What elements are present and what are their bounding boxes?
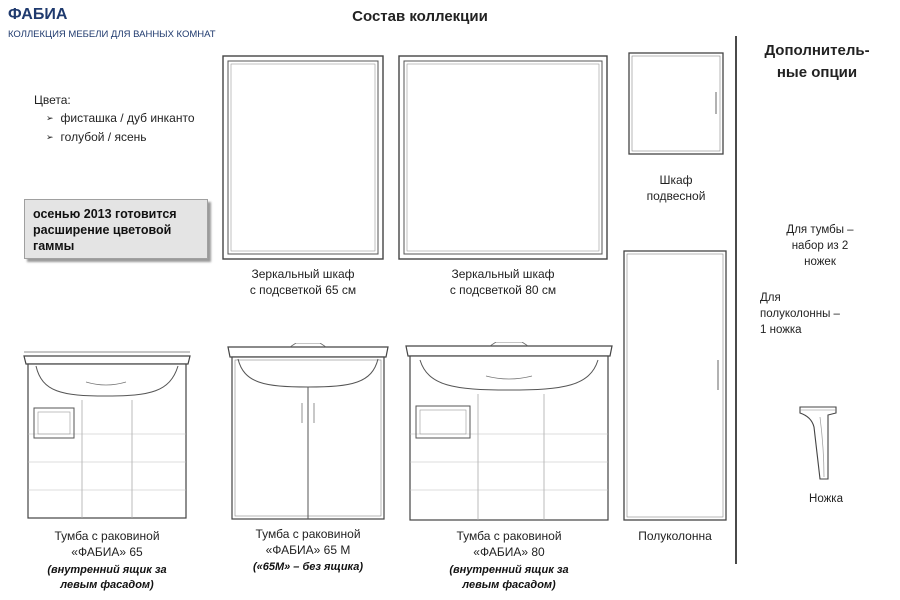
caption-line: «ФАБИА» 65 bbox=[71, 545, 143, 559]
colors-label: Цвета: bbox=[34, 93, 71, 107]
note-line: левым фасадом) bbox=[462, 579, 556, 591]
vanity-80-note bbox=[404, 563, 614, 593]
leg-caption: Ножка bbox=[809, 493, 843, 505]
note-line: (внутренний ящик за bbox=[449, 564, 569, 576]
caption-line: «ФАБИА» 65 М bbox=[265, 543, 351, 557]
color-item-label: голубой / ясень bbox=[60, 130, 147, 144]
half-column-drawing bbox=[622, 250, 728, 522]
caption-line: подвесной bbox=[646, 189, 706, 203]
vanity-65m-drawing bbox=[226, 343, 390, 521]
brand-title: ФАБИА bbox=[8, 6, 68, 23]
mirror-cabinet-80-caption bbox=[398, 266, 608, 298]
options-title-line1: Дополнитель- bbox=[764, 42, 870, 59]
leg-drawing bbox=[798, 403, 842, 481]
arrow-bullet-icon: ➢ bbox=[46, 132, 54, 142]
half-column-caption: Полуколонна bbox=[638, 529, 712, 543]
vanity-65m-note bbox=[226, 560, 390, 575]
mirror-cabinet-65-caption bbox=[222, 266, 384, 298]
caption-line: Тумба с раковиной bbox=[54, 529, 160, 543]
caption-line: с подсветкой 65 см bbox=[249, 283, 357, 297]
vanity-65-note bbox=[22, 563, 192, 593]
mirror-cabinet-80-drawing bbox=[398, 55, 608, 260]
note-line: левым фасадом) bbox=[60, 579, 154, 591]
page-title: Состав коллекции bbox=[352, 8, 488, 25]
option-vanity-legs bbox=[755, 222, 885, 270]
color-item bbox=[46, 111, 195, 125]
vertical-divider bbox=[735, 36, 737, 564]
vanity-65m-caption bbox=[226, 526, 390, 558]
caption-line: Зеркальный шкаф bbox=[451, 267, 555, 281]
note-line: («65М» – без ящика) bbox=[252, 561, 364, 573]
option-line: набор из 2 bbox=[791, 240, 849, 252]
vanity-80-caption bbox=[404, 528, 614, 560]
option-line: Для тумбы – bbox=[786, 224, 854, 236]
mirror-cabinet-65-drawing bbox=[222, 55, 384, 260]
caption-line: Зеркальный шкаф bbox=[251, 267, 355, 281]
caption-line: Тумба с раковиной bbox=[456, 529, 562, 543]
wall-cabinet-drawing bbox=[626, 52, 726, 156]
caption-line: с подсветкой 80 см bbox=[449, 283, 557, 297]
options-title-line2: ные опции bbox=[776, 64, 858, 81]
vanity-65-caption bbox=[22, 528, 192, 560]
vanity-65-drawing bbox=[22, 350, 192, 520]
option-line: Для bbox=[760, 292, 781, 304]
notice-box: осенью 2013 готовится расширение цветовой гаммы bbox=[24, 199, 208, 259]
option-line: ножек bbox=[804, 256, 836, 268]
wall-cabinet-caption bbox=[626, 172, 726, 204]
vanity-80-drawing bbox=[404, 342, 614, 522]
option-column-leg bbox=[760, 290, 880, 338]
color-item bbox=[46, 130, 147, 144]
brand-subtitle: КОЛЛЕКЦИЯ МЕБЕЛИ ДЛЯ ВАННЫХ КОМНАТ bbox=[8, 29, 216, 40]
color-item-label: фисташка / дуб инканто bbox=[60, 111, 195, 125]
caption-line: Тумба с раковиной bbox=[255, 527, 361, 541]
caption-line: «ФАБИА» 80 bbox=[473, 545, 545, 559]
arrow-bullet-icon: ➢ bbox=[46, 113, 54, 123]
option-line: 1 ножка bbox=[760, 324, 802, 336]
caption-line: Шкаф bbox=[659, 173, 693, 187]
option-line: полуколонны – bbox=[760, 308, 840, 320]
options-title bbox=[742, 40, 892, 84]
note-line: (внутренний ящик за bbox=[47, 564, 167, 576]
